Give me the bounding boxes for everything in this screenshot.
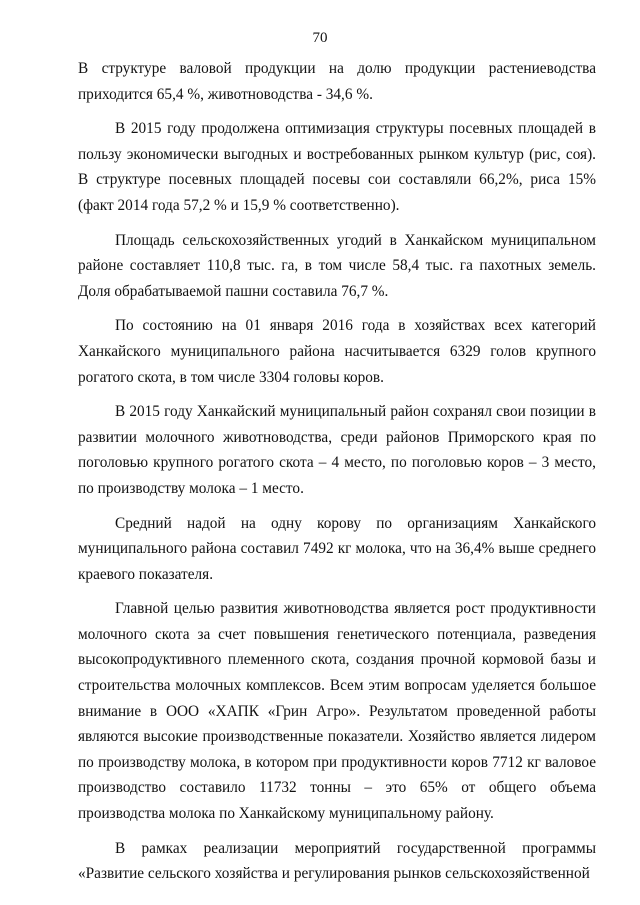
paragraph-state-program: В рамках реализации мероприятий государственной программы «Развитие сельского хозяйства и регулирования рынков сельскохозяйственной <box>78 839 596 883</box>
paragraph-production-structure: В структуре валовой продукции на долю продукции растениеводства приходится 65,4 %, животноводства - 34,6 %. <box>78 60 596 103</box>
paragraph-crop-optimization: В 2015 году продолжена оптимизация структуры посевных площадей в пользу экономически выгодных и востребованных рынком культур (рис, соя). В структуре посевных площадей посевы сои составляли 66,2%, риса 15% (факт 2014 года 57,2 % и 15,9 % соответственно). <box>78 120 596 214</box>
paragraph-milk-yield: Средний надой на одну корову по организациям Ханкайского муниципального района составил 7492 кг молока, что на 36,4% выше среднего краевого показателя. <box>78 514 596 583</box>
page-number: 70 <box>312 30 328 46</box>
paragraph-cattle-count: По состоянию на 01 января 2016 года в хозяйствах всех категорий Ханкайского муниципального района насчитывается 6329 голов крупного рогатого скота, в том числе 3304 головы коров. <box>78 317 596 386</box>
paragraph-agricultural-land: Площадь сельскохозяйственных угодий в Ханкайском муниципальном районе составляет 110,8 тыс. га, в том числе 58,4 тыс. га пахотных земель. Доля обрабатываемой пашни составила 76,7 %. <box>78 231 596 300</box>
body-text <box>78 56 596 896</box>
paragraph-livestock-goals: Главной целью развития животноводства является рост продуктивности молочного скота за счет повышения генетического потенциала, разведения высокопродуктивного племенного скота, создания прочной кормовой базы и строительства молочных комплексов. Всем этим вопросам уделяется большое внимание в ООО «ХАПК «Грин Агро». Результатом проведенной работы являются высокие производственные показатели. Хозяйство является лидером по производству молока, в котором при продуктивности коров 7712 кг валовое производство составило 11732 тонны – это 65% от общего объема производства молока по Ханкайскому муниципальному району. <box>78 600 596 823</box>
paragraph-dairy-ranking: В 2015 году Ханкайский муниципальный район сохранял свои позиции в развитии молочного животноводства, среди районов Приморского края по поголовью крупного рогатого скота – 4 место, по поголовью коров – 3 место, по производству молока – 1 место. <box>78 403 596 497</box>
